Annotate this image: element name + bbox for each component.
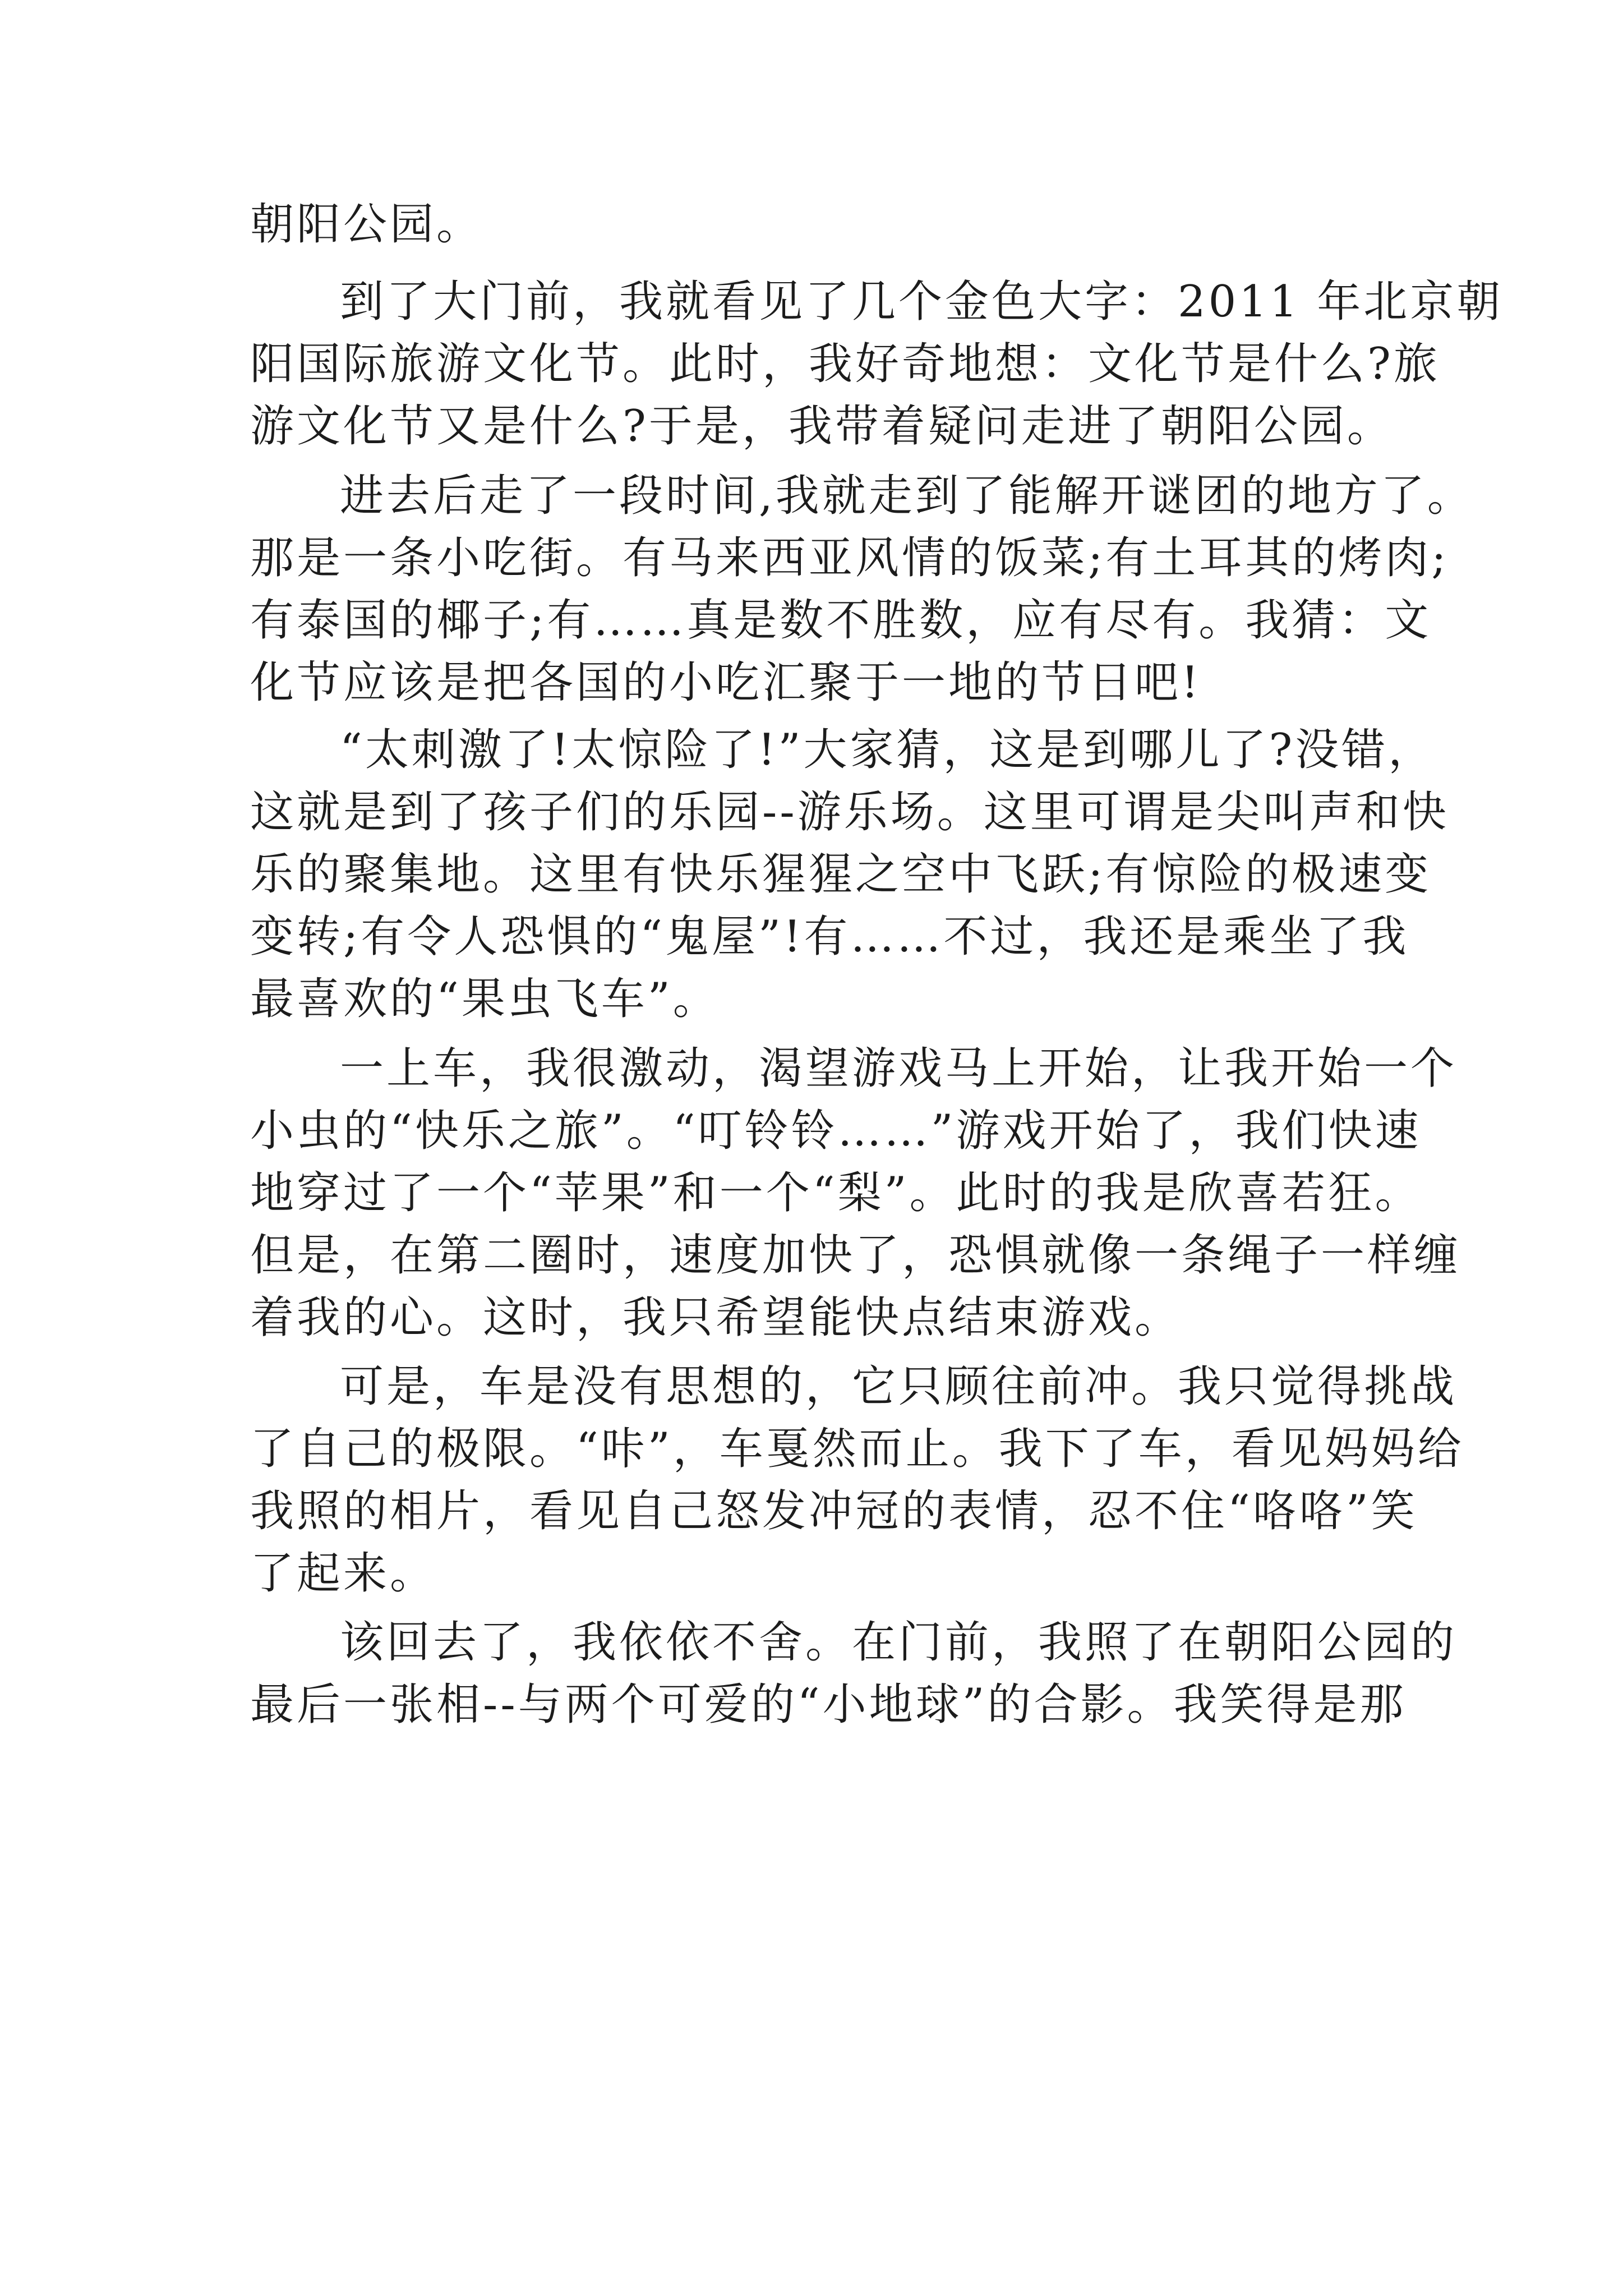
paragraph-first-line: 进去后走了一段时间,我就走到了能解开谜团的地方了。 (340, 471, 1474, 521)
paragraph-first-line: 一上车，我很激动，渴望游戏马上开始，让我开始一个 (340, 1043, 1458, 1094)
text-line: 那是一条小吃街。有马来西亚风情的饭菜;有土耳其的烤肉; (250, 533, 1449, 583)
text-line: 这就是到了孩子们的乐园--游乐场。这里可谓是尖叫声和快 (250, 787, 1449, 838)
text-line: 最喜欢的“果虫飞车”。 (250, 974, 720, 1024)
text-line: 了自己的极限。“咔”，车戛然而止。我下了车，看见妈妈给 (250, 1424, 1464, 1474)
paragraph-first-line: 可是，车是没有思想的，它只顾往前冲。我只觉得挑战 (340, 1361, 1458, 1412)
text-line: 最后一张相--与两个可爱的“小地球”的合影。我笑得是那 (250, 1680, 1407, 1730)
text-line: 乐的聚集地。这里有快乐猩猩之空中飞跃;有惊险的极速变 (250, 849, 1432, 900)
text-line: 我照的相片，看见自己怒发冲冠的表情，忍不住“咯咯”笑 (250, 1486, 1418, 1536)
text-line: 小虫的“快乐之旅”。“叮铃铃……”游戏开始了，我们快速 (250, 1106, 1422, 1156)
text-line: 着我的心。这时，我只希望能快点结束游戏。 (250, 1292, 1182, 1343)
text-line: 但是，在第二圈时，速度加快了，恐惧就像一条绳子一样缠 (250, 1230, 1461, 1281)
text-line: 阳国际旅游文化节。此时，我好奇地想：文化节是什么?旅 (250, 339, 1440, 389)
paragraph-first-line: “太刺激了!太惊险了!”大家猜，这是到哪儿了?没错， (340, 725, 1435, 775)
text-line: 变转;有令人恐惧的“鬼屋”!有……不过，我还是乘坐了我 (250, 912, 1409, 962)
paragraph-first-line: 该回去了，我依依不舍。在门前，我照了在朝阳公园的 (340, 1617, 1458, 1668)
text-line: 了起来。 (250, 1548, 437, 1599)
text-line: 朝阳公园。 (250, 199, 483, 250)
text-line: 有泰国的椰子;有……真是数不胜数，应有尽有。我猜：文 (250, 595, 1432, 646)
paragraph-first-line: 到了大门前，我就看见了几个金色大字：2011 年北京朝 (340, 277, 1504, 327)
text-line: 化节应该是把各国的小吃汇聚于一地的节日吧! (250, 657, 1202, 708)
text-line: 游文化节又是什么?于是，我带着疑问走进了朝阳公园。 (250, 401, 1394, 452)
text-line: 地穿过了一个“苹果”和一个“梨”。此时的我是欣喜若狂。 (250, 1168, 1422, 1218)
